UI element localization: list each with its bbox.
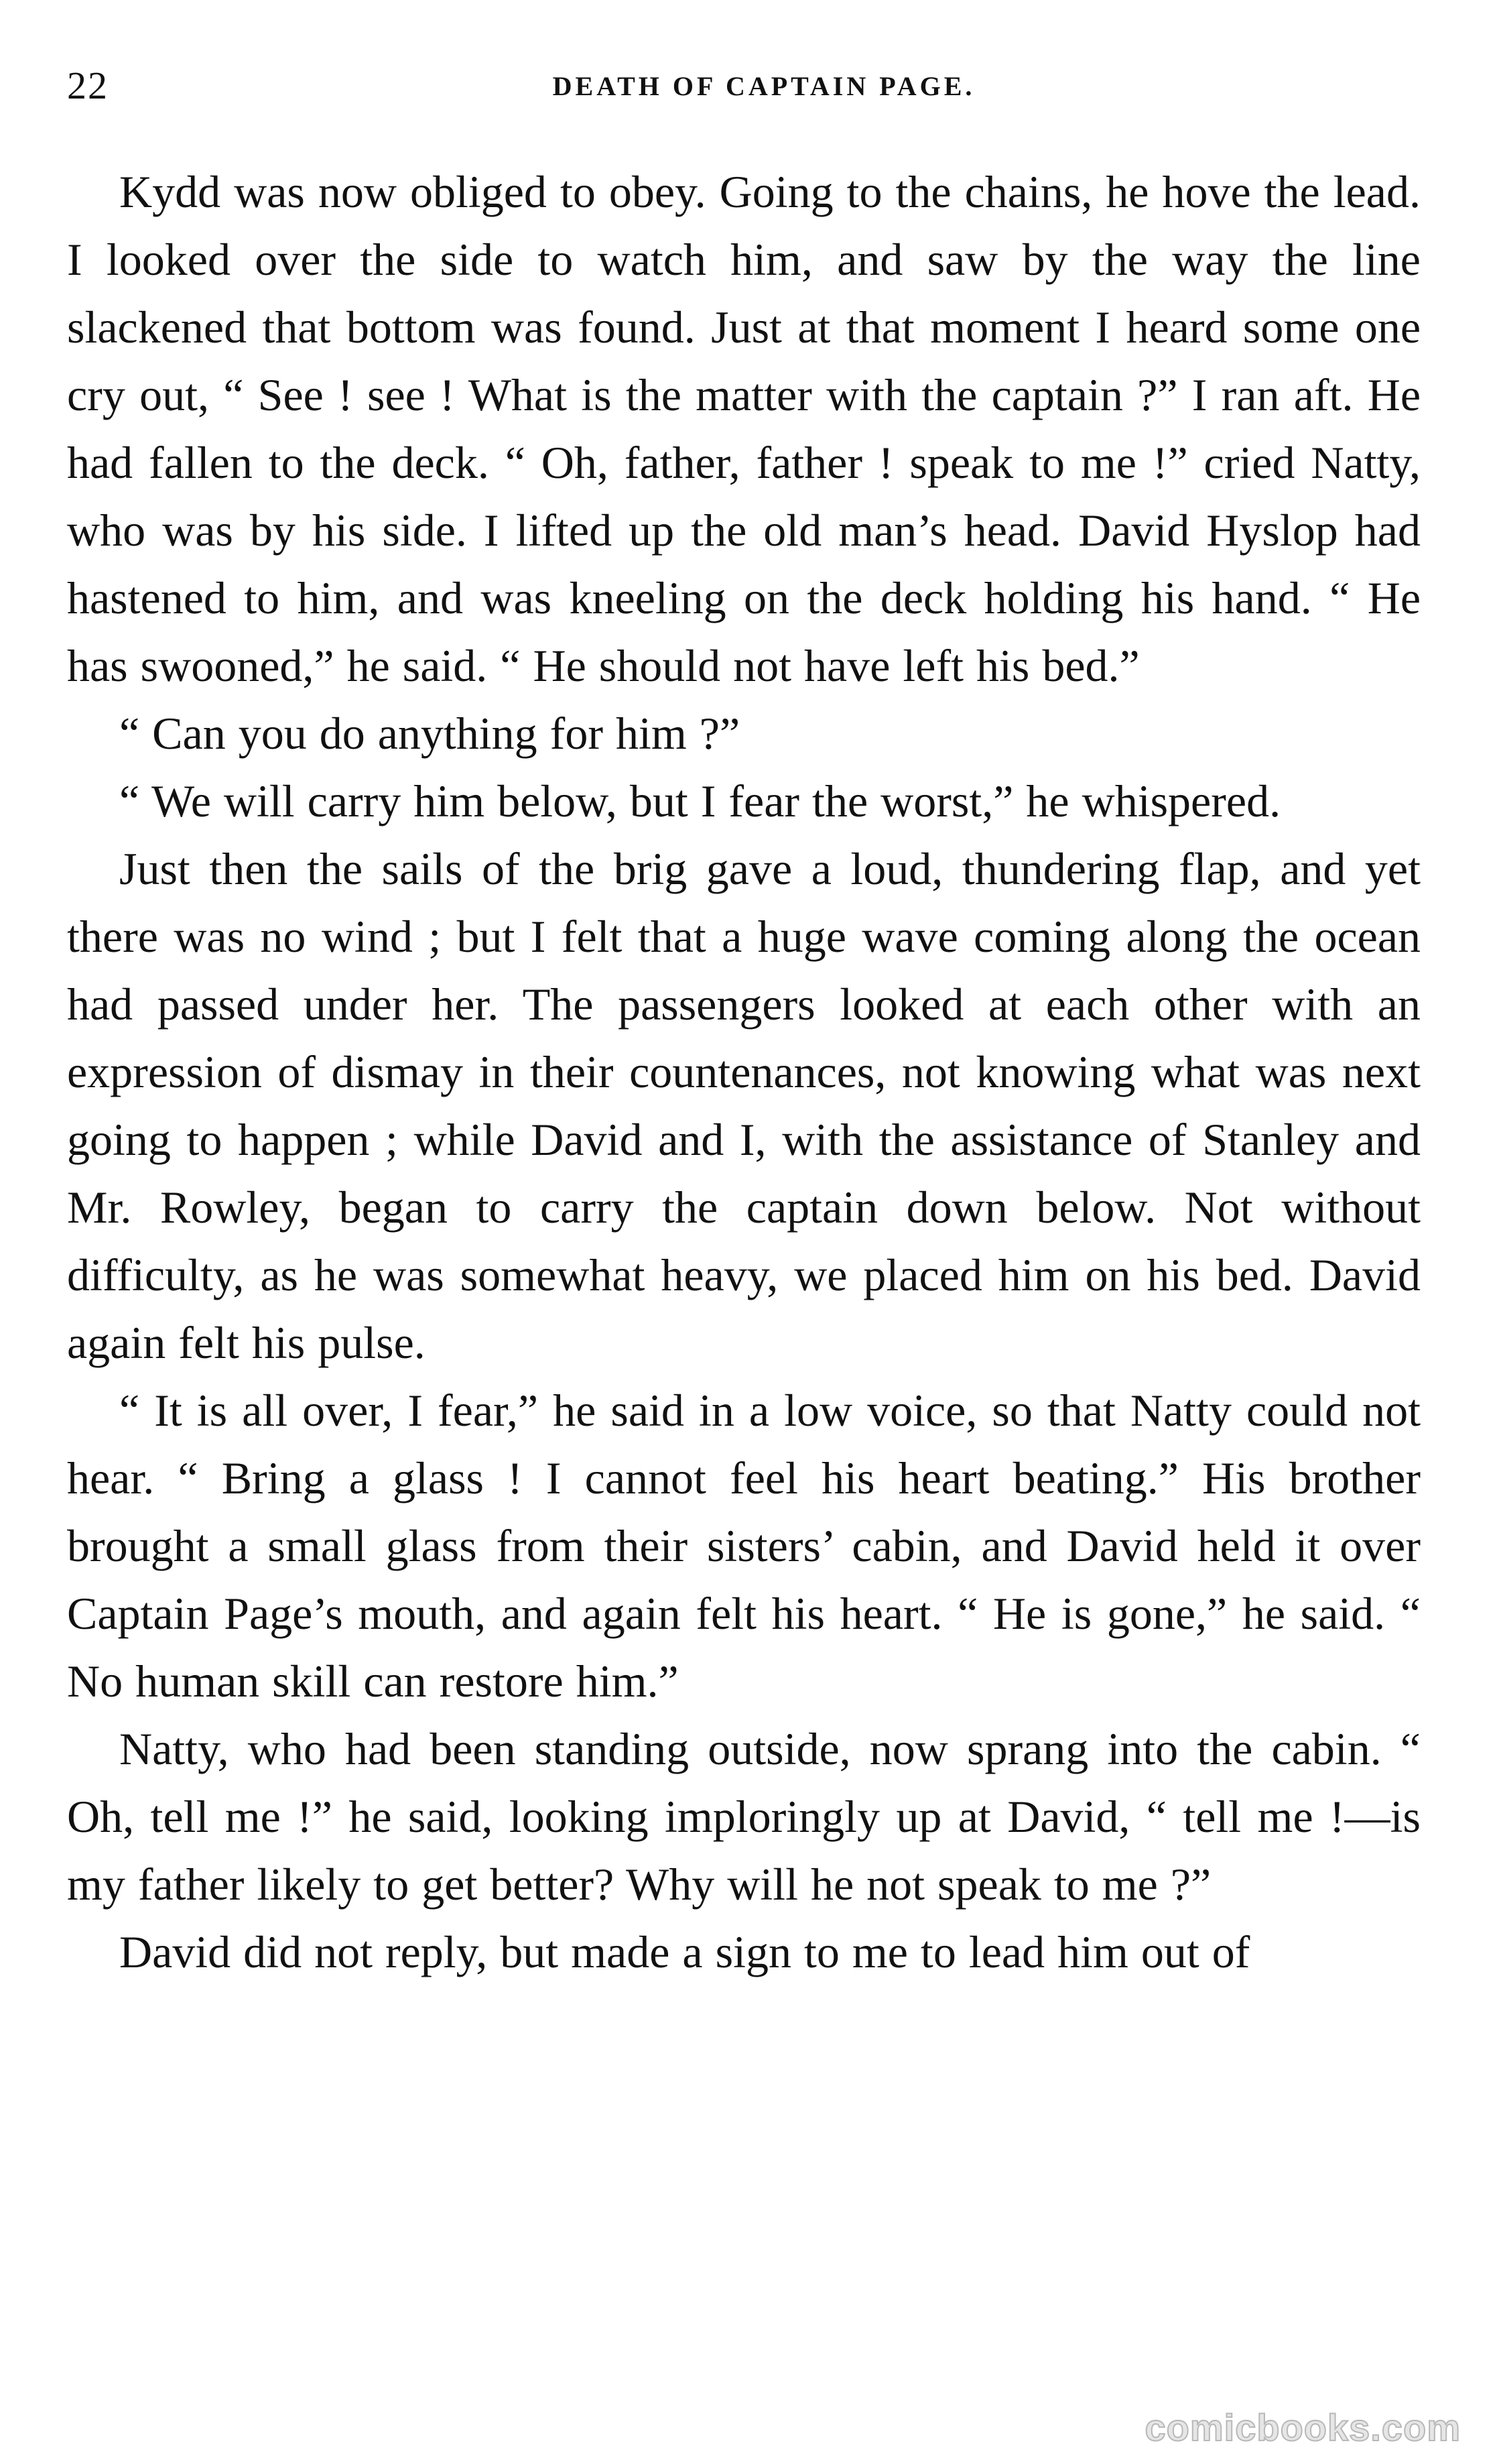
paragraph: “ Can you do anything for him ?” — [119, 708, 740, 759]
paragraph: Natty, who had been standing outside, now sprang into the cabin. “ Oh, tell me !” he said, looking imploringly up at David, “ tell me !—is my father likely to get better? Why will he not speak to me ?” — [67, 1723, 1421, 1910]
paragraph: “ We will carry him below, but I fear the worst,” he whispered. — [119, 776, 1281, 826]
paragraph: David did not reply, but made a sign to me to lead him out of — [119, 1926, 1250, 1977]
page-number: 22 — [67, 64, 109, 107]
page-header — [67, 59, 1421, 113]
running-title: DEATH OF CAPTAIN PAGE. — [552, 71, 976, 101]
paragraph: Just then the sails of the brig gave a loud, thundering flap, and yet there was no wind ; but I felt that a huge wave coming along the ocean had passed under her. The passengers looked at each other with an expression of dismay in their countenances, not knowing what was next going to happen ; while David and I, with the assistance of Stanley and Mr. Rowley, began to carry the captain down below. Not without difficulty, as he was somewhat heavy, we placed him on his bed. David again felt his pulse. — [67, 843, 1421, 1368]
body-text — [67, 158, 1421, 1986]
paragraph: Kydd was now obliged to obey. Going to the chains, he hove the lead. I looked over the side to watch him, and saw by the way the line slackened that bottom was found. Just at that moment I heard some one cry out, “ See ! see ! What is the matter with the captain ?” I ran aft. He had fallen to the deck. “ Oh, father, father ! speak to me !” cried Natty, who was by his side. I lifted up the old man’s head. David Hyslop had hastened to him, and was kneeling on the deck holding his hand. “ He has swooned,” he said. “ He should not have left his bed.” — [67, 166, 1421, 691]
watermark: comicbooks.com — [1145, 2406, 1461, 2449]
paragraph: “ It is all over, I fear,” he said in a low voice, so that Natty could not hear. “ Bring a glass ! I cannot feel his heart beating.” His brother brought a small glass from their sisters’ cabin, and David held it over Captain Page’s mouth, and again felt his heart. “ He is gone,” he said. “ No human skill can restore him.” — [67, 1385, 1421, 1707]
